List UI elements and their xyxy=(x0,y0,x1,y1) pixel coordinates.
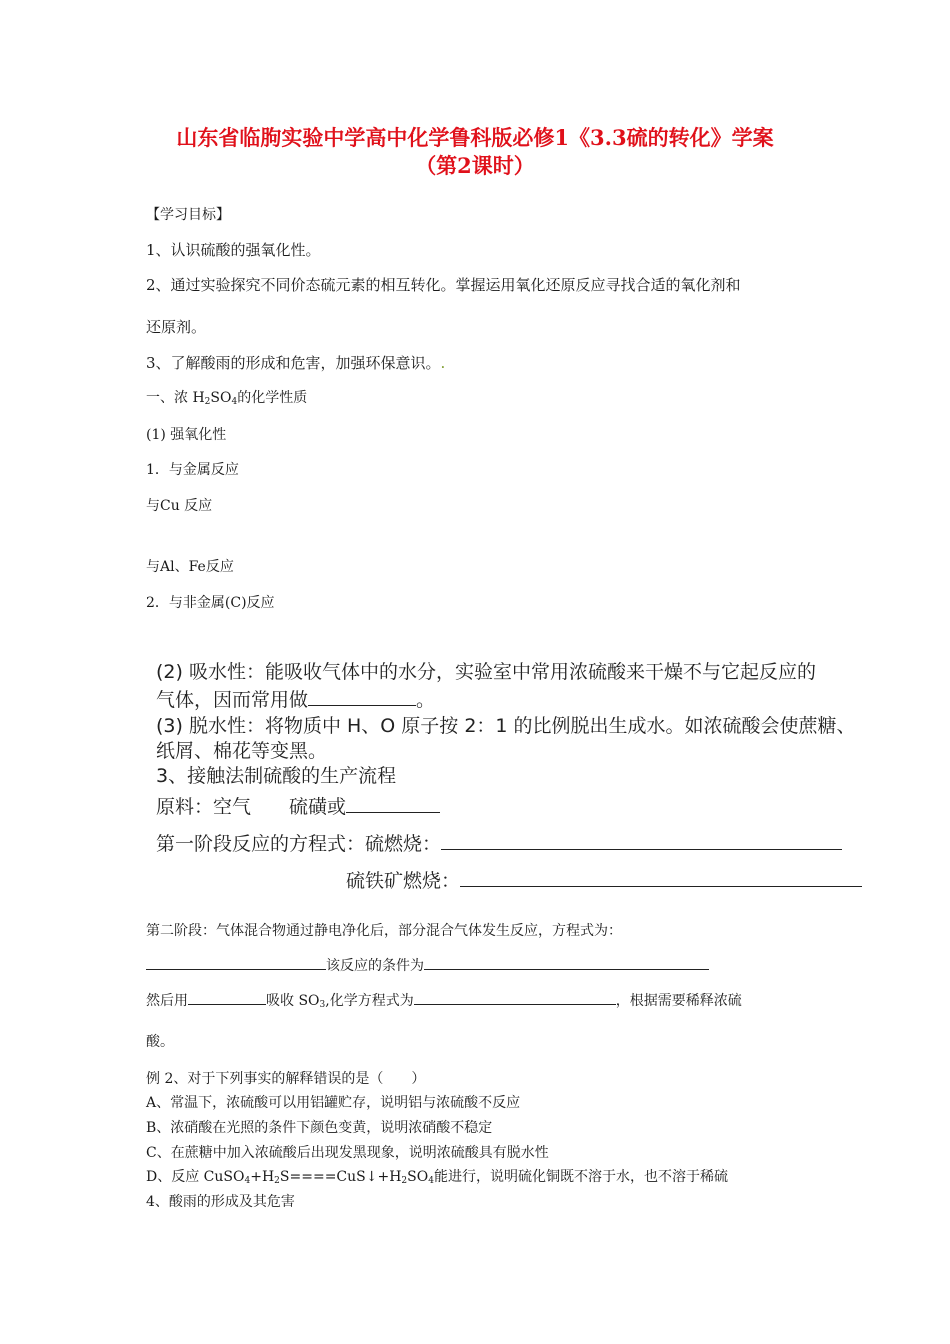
dilute-text: ，根据需要稀释浓硫 xyxy=(615,993,742,1009)
raw-air: 原料：空气 xyxy=(156,796,252,818)
reaction-nonmetal: 2．与非金属(C)反应 xyxy=(146,595,275,611)
fill-blank xyxy=(424,955,709,970)
subscript: 2 xyxy=(274,1176,280,1186)
hygroscopic-line-1: (2) 吸水性：能吸收气体中的水分，实验室中常用浓硫酸来干燥不与它起反应的 xyxy=(156,661,816,683)
condition-label: 该反应的条件为 xyxy=(326,958,424,974)
fill-blank xyxy=(414,990,616,1005)
objective-item-1: 1、认识硫酸的强氧化性。 xyxy=(146,241,321,259)
option-c: C、在蔗糖中加入浓硫酸后出现发黑现象，说明浓硫酸具有脱水性 xyxy=(146,1145,549,1161)
option-d-text: S====CuS↓+H xyxy=(279,1169,402,1185)
dehydration-line-2: 纸屑、棉花等变黑。 xyxy=(156,740,328,762)
objectives-heading: 【学习目标】 xyxy=(146,207,230,223)
document-subtitle: （第2课时） xyxy=(415,153,535,178)
mark-dot: . xyxy=(440,354,446,372)
contact-process-heading: 3、接触法制硫酸的生产流程 xyxy=(156,765,397,787)
document-title: 山东省临朐实验中学高中化学鲁科版必修1《3.3硫的转化》学案 xyxy=(176,125,774,150)
stage-1-sulfur-line xyxy=(156,829,842,856)
then-use: 然后用 xyxy=(146,993,188,1009)
objective-item-2-cont: 还原剂。 xyxy=(146,318,207,336)
option-d-text: 能进行，说明硫化铜既不溶于水，也不溶于稀硫 xyxy=(433,1169,728,1185)
stage-2-line-1: 第二阶段：气体混合物通过静电净化后，部分混合气体发生反应，方程式为： xyxy=(146,923,622,939)
option-a: A、常温下，浓硫酸可以用铝罐贮存，说明铝与浓硫酸不反应 xyxy=(146,1095,521,1111)
stage-2-line-3 xyxy=(146,990,742,1010)
stage-1-label: 第一阶段反应的方程式：硫燃烧： xyxy=(156,833,442,855)
pyrite-label: 硫铁矿燃烧： xyxy=(346,870,461,892)
option-d-text: D、反应 CuSO xyxy=(146,1169,245,1185)
fill-blank xyxy=(308,687,416,706)
reaction-al-fe: 与Al、Fe反应 xyxy=(146,559,234,575)
fill-blank xyxy=(460,868,862,887)
subscript: 4 xyxy=(231,397,238,407)
period: 。 xyxy=(416,689,436,711)
equation-label: ,化学方程式为 xyxy=(325,993,414,1009)
subscript: 4 xyxy=(244,1176,251,1186)
subscript: 2 xyxy=(204,397,211,407)
objective-item-2: 2、通过实验探究不同价态硫元素的相互转化。掌握运用氧化还原反应寻找合适的氧化剂和 xyxy=(146,276,741,294)
subscript: 2 xyxy=(401,1176,408,1186)
option-b: B、浓硝酸在光照的条件下颜色变黄，说明浓硝酸不稳定 xyxy=(146,1120,493,1136)
hygroscopic-text: 气体，因而常用做 xyxy=(156,689,309,711)
heading-text-pre: 一、浓 H xyxy=(146,390,205,406)
absorb-so3: 吸收 SO xyxy=(266,993,320,1009)
section-1-heading xyxy=(146,387,307,407)
dehydration-line-1: (3) 脱水性：将物质中 H、O 原子按 2：1 的比例脱出生成水。如浓硫酸会使蔗糖、 xyxy=(156,715,856,737)
fill-blank xyxy=(441,831,842,850)
stage-2-line-2 xyxy=(146,955,709,975)
fill-blank xyxy=(188,990,266,1005)
option-d-text: SO xyxy=(407,1169,429,1185)
hygroscopic-line-2 xyxy=(156,685,435,712)
property-oxidizing: (1) 强氧化性 xyxy=(146,427,227,443)
stage-2-line-4: 酸。 xyxy=(146,1034,174,1050)
stage-1-pyrite-line xyxy=(346,866,862,893)
reaction-cu: 与Cu 反应 xyxy=(146,498,213,514)
objective-item-3 xyxy=(146,352,445,373)
subscript: 3 xyxy=(319,1000,326,1010)
option-d-text: +H xyxy=(250,1169,275,1185)
heading-text-so: SO xyxy=(210,390,232,406)
heading-text-post: 的化学性质 xyxy=(237,390,308,406)
reaction-metals: 1．与金属反应 xyxy=(146,462,239,478)
objective-item-3-text: 3、了解酸雨的形成和危害，加强环保意识。 xyxy=(146,354,441,372)
fill-blank xyxy=(146,955,326,970)
raw-sulfur: 硫磺或 xyxy=(289,796,347,818)
option-d xyxy=(146,1166,728,1186)
subscript: 4 xyxy=(428,1176,434,1186)
section-4-heading: 4、酸雨的形成及其危害 xyxy=(146,1194,295,1210)
fill-blank xyxy=(346,794,440,813)
example-question: 例 2、对于下列事实的解释错误的是（ ） xyxy=(146,1071,426,1087)
raw-materials-line xyxy=(156,792,440,819)
